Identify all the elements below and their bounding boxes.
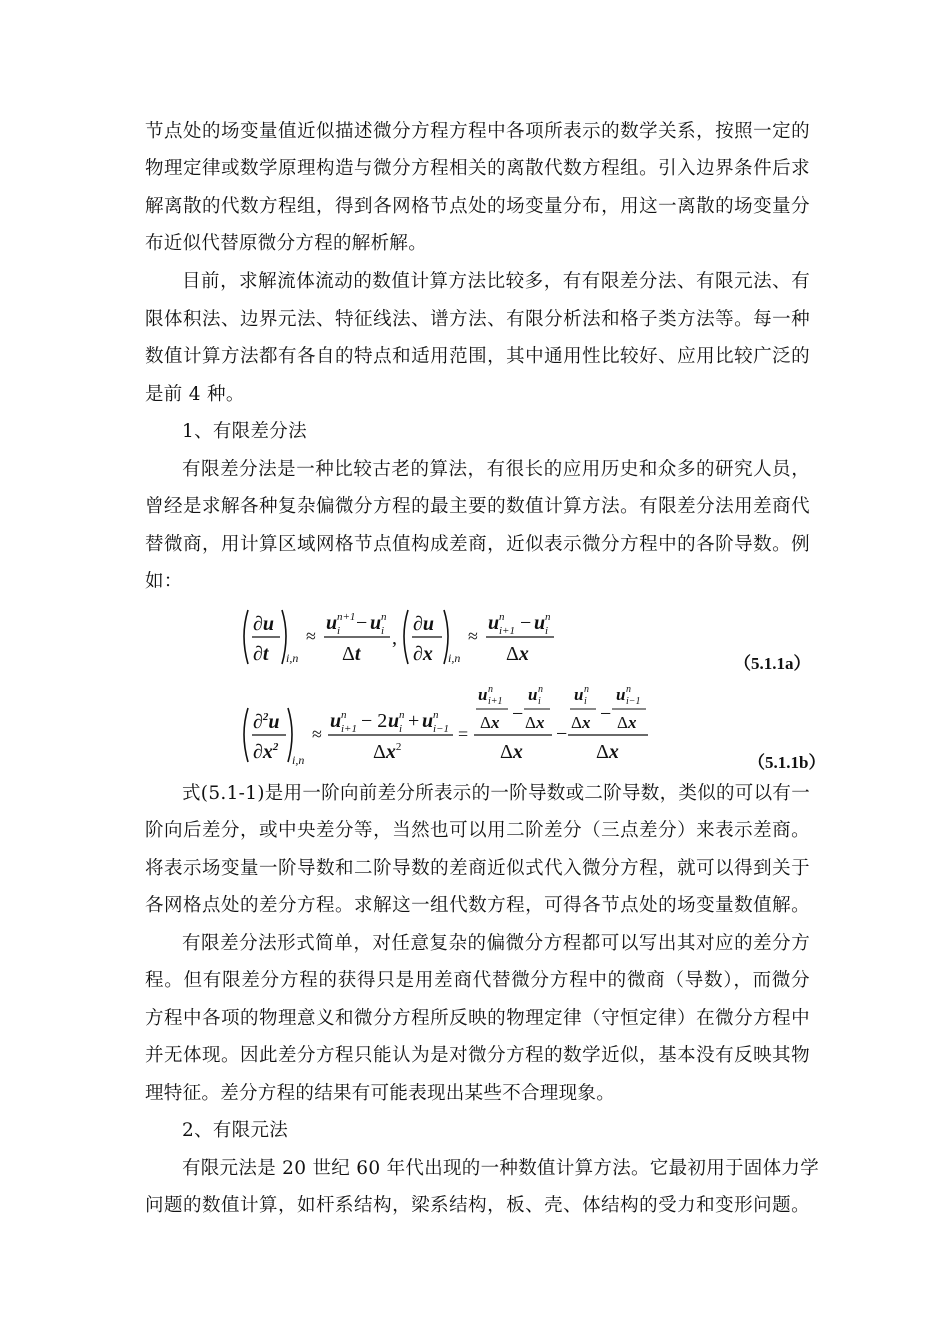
svg-text:i,n: i,n [292, 753, 305, 767]
paragraph-6-line-2: 问题的数值计算，如杆系结构，梁系结构，板、壳、体结构的受力和变形问题。 [145, 1195, 810, 1216]
paragraph-1-line-4: 布近似代替原微分方程的解析解。 [145, 233, 428, 254]
svg-text:n+1: n+1 [337, 611, 356, 623]
svg-text:Δt: Δt [342, 643, 361, 665]
svg-text:u: u [488, 612, 500, 634]
svg-text:,: , [392, 627, 397, 649]
paragraph-3-line-2: 曾经是求解各种复杂偏微分方程的最主要的数值计算方法。有限差分法用差商代 [145, 496, 810, 517]
paragraph-3-line-1: 有限差分法是一种比较古老的算法，有很长的应用历史和众多的研究人员， [182, 459, 810, 480]
equation-5-1-1b [238, 684, 658, 768]
paragraph-5-line-4: 并无体现。因此差分方程只能认为是对微分方程的数学近似，基本没有反映其物 [145, 1045, 810, 1066]
svg-text:≈: ≈ [312, 724, 322, 744]
svg-text:u: u [422, 710, 434, 732]
svg-text:∂u: ∂u [413, 613, 435, 635]
paragraph-5-line-2: 程。但有限差分方程的获得只是用差商代替微分方程中的微商（导数），而微分 [145, 970, 810, 991]
svg-text:≈: ≈ [306, 626, 316, 646]
paragraph-5-line-1: 有限差分法形式简单，对任意复杂的偏微分方程都可以写出其对应的差分方 [182, 933, 810, 954]
svg-text:i+1: i+1 [488, 696, 503, 707]
section-heading-finite-difference: 1、有限差分法 [182, 421, 307, 442]
paragraph-4-line-4: 各网格点处的差分方程。求解这一组代数方程，可得各节点处的场变量数值解。 [145, 895, 810, 916]
svg-text:u: u [478, 685, 488, 704]
paragraph-5-line-5: 理特征。差分方程的结果有可能表现出某些不合理现象。 [145, 1083, 616, 1104]
svg-text:i,n: i,n [286, 651, 299, 665]
svg-text:i: i [381, 625, 385, 637]
svg-text:∂x2: $\partial x^2$ [253, 741, 279, 763]
svg-text:Δx: Δx [571, 713, 591, 732]
svg-text:i: i [545, 625, 549, 637]
svg-text:i+1: i+1 [499, 625, 515, 637]
svg-text:n: n [499, 611, 505, 623]
svg-text:n: n [626, 684, 631, 695]
svg-text:i−1: i−1 [626, 696, 641, 707]
svg-text:−: − [512, 703, 524, 725]
svg-text:−: − [556, 723, 568, 745]
paragraph-2-line-3: 数值计算方法都有各自的特点和适用范围，其中通用性比较好、应用比较广泛的 [145, 346, 810, 367]
svg-text:Δx: Δx [480, 713, 500, 732]
svg-text:+: + [408, 710, 420, 732]
paragraph-4-line-2: 阶向后差分，或中央差分等，当然也可以用二阶差分（三点差分）来表示差商。 [145, 820, 810, 841]
paragraph-1-line-3: 解离散的代数方程组，得到各网格节点处的场变量分布，用这一离散的场变量分 [145, 196, 810, 217]
svg-text:n: n [488, 684, 493, 695]
svg-text:u: u [534, 612, 546, 634]
equation-number-5-1-1a: （5.1.1a） [734, 654, 811, 673]
svg-text:Δx: Δx [506, 643, 529, 665]
svg-text:i: i [399, 723, 403, 735]
svg-text:u: u [388, 710, 400, 732]
svg-text:Δx2: $\Delta x^2$ [373, 741, 402, 763]
svg-text:i: i [584, 696, 587, 707]
paragraph-4-line-1: 式(5.1-1)是用一阶向前差分所表示的一阶导数或二阶导数，类似的可以有一 [182, 783, 810, 804]
svg-text:−: − [356, 612, 368, 634]
svg-text:−: − [520, 612, 532, 634]
svg-text:n: n [381, 611, 387, 623]
svg-text:n: n [538, 684, 543, 695]
svg-text:Δx: Δx [617, 713, 637, 732]
paragraph-2-line-1: 目前，求解流体流动的数值计算方法比较多，有有限差分法、有限元法、有 [182, 271, 810, 292]
svg-text:u: u [330, 710, 342, 732]
svg-text:n: n [341, 709, 347, 721]
svg-text:Δx: Δx [500, 741, 523, 763]
svg-text:n: n [433, 709, 439, 721]
svg-text:u: u [326, 612, 338, 634]
svg-text:i+1: i+1 [341, 723, 357, 735]
svg-text:∂t: ∂t [253, 643, 269, 665]
svg-text:−: − [600, 703, 612, 725]
paragraph-3-line-3: 替微商，用计算区域网格节点值构成差商，近似表示微分方程中的各阶导数。例 [145, 534, 810, 555]
paragraph-2-line-2: 限体积法、边界元法、特征线法、谱方法、有限分析法和格子类方法等。每一种 [145, 309, 810, 330]
svg-text:∂2u: ∂$^2$u [253, 711, 280, 733]
paragraph-1-line-1: 节点处的场变量值近似描述微分方程方程中各项所表示的数学关系，按照一定的 [145, 121, 810, 142]
svg-text:∂u: ∂u [253, 613, 275, 635]
svg-text:∂x: ∂x [413, 643, 433, 665]
svg-text:u: u [370, 612, 382, 634]
paragraph-3-line-4: 如： [145, 571, 183, 592]
svg-text:i,n: i,n [448, 651, 461, 665]
svg-text:n: n [584, 684, 589, 695]
svg-text:i: i [538, 696, 541, 707]
svg-text:≈: ≈ [468, 626, 478, 646]
svg-text:u: u [528, 685, 538, 704]
equation-number-5-1-1b: （5.1.1b） [748, 753, 826, 772]
svg-text:u: u [616, 685, 626, 704]
paragraph-6-line-1: 有限元法是 20 世纪 60 年代出现的一种数值计算方法。它最初用于固体力学 [182, 1158, 820, 1179]
svg-text:n: n [399, 709, 405, 721]
svg-text:− 2: − 2 [361, 710, 388, 732]
svg-text:=: = [458, 724, 469, 744]
svg-text:Δx: Δx [596, 741, 619, 763]
svg-text:i: i [337, 625, 341, 637]
svg-text:Δx: Δx [525, 713, 545, 732]
svg-text:i−1: i−1 [433, 723, 449, 735]
paragraph-5-line-3: 方程中各项的物理意义和微分方程所反映的物理定律（守恒定律）在微分方程中 [145, 1008, 810, 1029]
equation-5-1-1a [238, 602, 568, 674]
section-heading-finite-element: 2、有限元法 [182, 1120, 289, 1141]
paragraph-4-line-3: 将表示场变量一阶导数和二阶导数的差商近似式代入微分方程，就可以得到关于 [145, 858, 810, 879]
svg-text:u: u [574, 685, 584, 704]
paragraph-1-line-2: 物理定律或数学原理构造与微分方程相关的离散代数方程组。引入边界条件后求 [145, 158, 810, 179]
svg-text:n: n [545, 611, 551, 623]
paragraph-2-line-4: 是前 4 种。 [145, 384, 245, 405]
